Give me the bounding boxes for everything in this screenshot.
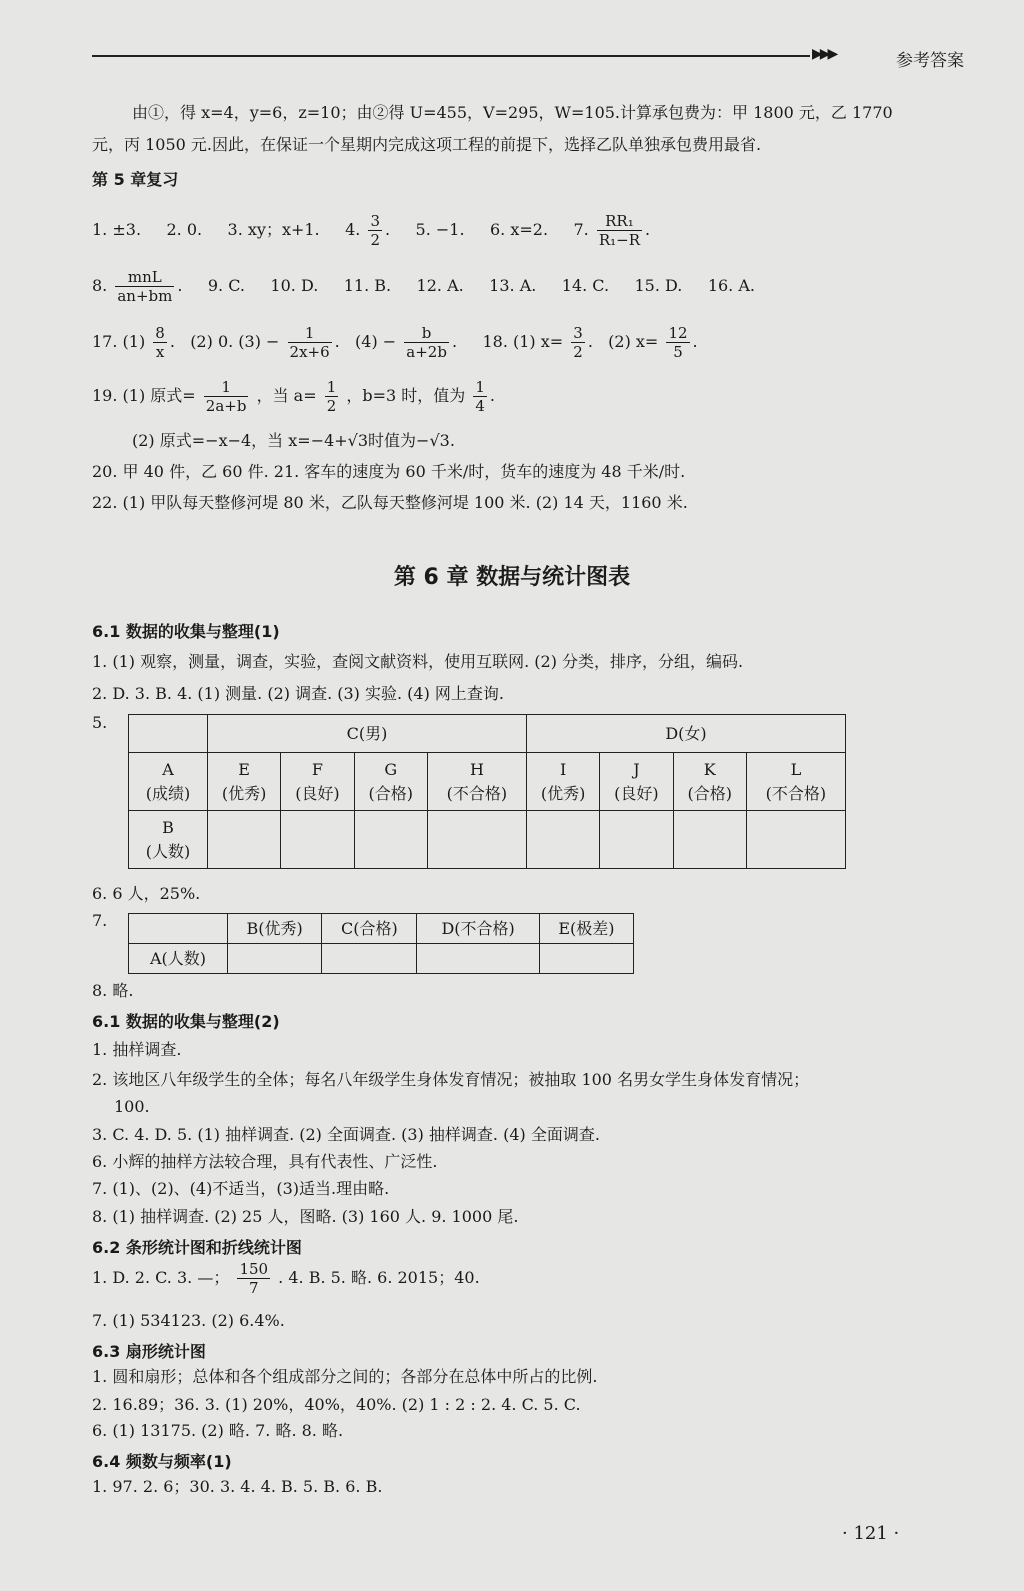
answer-line: (2) 原式=−x−4，当 x=−4+√3时值为−√3. (132, 431, 455, 450)
answer-line: 1. 抽样调查. (92, 1040, 182, 1059)
table-cell: E(极差) (539, 914, 633, 944)
answer-row: 19. (1) 原式= $\frac{1}{2a+b}$ ，当 a= $\frac{1}{2}$ ，b=3 时，值为 $\frac{1}{4}$ . (92, 378, 495, 415)
answer-line: 8. (1) 抽样调查. (2) 25 人，图略. (3) 160 人. 9. 1000 尾. (92, 1207, 519, 1226)
question-number: 5. (92, 713, 108, 732)
fraction: $\frac{3}{2}$ (573, 324, 583, 361)
answer-line: 1. (1) 观察，测量，调查，实验，查阅文献资料，使用互联网. (2) 分类，排序，分组，编码. (92, 652, 744, 671)
table-cell: H (不合格) (427, 753, 526, 811)
fraction: $\frac{1}{2a+b}$ (205, 378, 247, 415)
answer-line: 1. 97. 2. 6；30. 3. 4. 4. B. 5. B. 6. B. (92, 1477, 383, 1496)
table-header-c: C(男) (208, 715, 527, 753)
chapter-title: 第 6 章 数据与统计图表 (393, 565, 631, 590)
answer-line: 3. C. 4. D. 5. (1) 抽样调查. (2) 全面调查. (3) 抽样调查. (4) 全面调查. (92, 1125, 600, 1144)
table-cell: F (良好) (281, 753, 354, 811)
table-cell: B (人数) (129, 811, 208, 869)
answer-line: 由①，得 x=4，y=6，z=10；由②得 U=455，V=295，W=105.计算承包费为：甲 1800 元，乙 1770 (132, 103, 893, 122)
answer-line: 6. (1) 13175. (2) 略. 7. 略. 8. 略. (92, 1421, 344, 1440)
table-q7 (128, 913, 634, 974)
answer-row: 17. (1) $\frac{8}{x}$ . (2) 0. (3) − $\frac{1}{2x+6}$ . (4) − $\frac{b}{a+2b}$ . 18. (1) x= $\frac{3}{2}$ . (2) x= $\frac{12}{5}$ . (92, 324, 698, 361)
answer-line: 7. (1)、(2)、(4)不适当，(3)适当.理由略. (92, 1179, 390, 1198)
table-cell: A (成绩) (129, 753, 208, 811)
table-cell: G (合格) (354, 753, 427, 811)
fraction: $\frac{b}{a+2b}$ (406, 324, 447, 361)
answer-line: 2. 16.89；36. 3. (1) 20%，40%，40%. (2) 1 : 2 : 2. 4. C. 5. C. (92, 1395, 581, 1414)
section-title: 6.1 数据的收集与整理(2) (92, 1012, 280, 1031)
fraction: $\frac{8}{x}$ (155, 324, 165, 361)
answer-line: 6. 小辉的抽样方法较合理，具有代表性、广泛性. (92, 1152, 438, 1171)
header-title: 参考答案 (896, 51, 964, 71)
table-cell: J (良好) (600, 753, 673, 811)
table-cell: D(不合格) (417, 914, 539, 944)
fraction: $\frac{150}{7}$ (239, 1260, 269, 1297)
section-title: 第 5 章复习 (92, 170, 179, 189)
section-title: 6.4 频数与频率(1) (92, 1452, 232, 1471)
fraction: $\frac{\text{RR₁}}{\text{R₁−R}}$ (598, 212, 640, 249)
answer-row: 1. D. 2. C. 3. —； $\frac{150}{7}$ . 4. B. 5. 略. 6. 2015；40. (92, 1260, 480, 1297)
table-cell: I (优秀) (526, 753, 599, 811)
answer-line: 2. D. 3. B. 4. (1) 测量. (2) 调查. (3) 实验. (4) 网上查询. (92, 684, 505, 703)
table-cell: E (优秀) (208, 753, 281, 811)
answer-line: 元，丙 1050 元.因此，在保证一个星期内完成这项工程的前提下，选择乙队单独承包费用最省. (92, 135, 762, 154)
table-cell: L (不合格) (746, 753, 845, 811)
table-header-d: D(女) (526, 715, 845, 753)
answer-line: 22. (1) 甲队每天整修河堤 80 米，乙队每天整修河堤 100 米. (2) 14 天，1160 米. (92, 493, 688, 512)
question-number: 7. (92, 911, 108, 930)
section-title: 6.1 数据的收集与整理(1) (92, 622, 280, 641)
answer-line: 20. 甲 40 件，乙 60 件. 21. 客车的速度为 60 千米/时，货车的速度为 48 千米/时. (92, 462, 686, 481)
answer-row: 1. ±3. 2. 0. 3. xy；x+1. 4. $\frac{3}{2}$ . 5. −1. 6. x=2. 7. $\frac{\text{RR₁}}{\text{R₁−R}}$ . (92, 212, 651, 249)
fraction: $\frac{1}{4}$ (475, 378, 485, 415)
header-rule (92, 55, 810, 57)
fraction: $\frac{12}{5}$ (668, 324, 688, 361)
table-cell: A(人数) (129, 944, 228, 974)
header-arrows: ▶▶▶ (812, 46, 836, 62)
table-cell: K (合格) (673, 753, 746, 811)
section-title: 6.2 条形统计图和折线统计图 (92, 1238, 302, 1257)
answer-line: 7. (1) 534123. (2) 6.4%. (92, 1311, 285, 1330)
table-q5 (128, 714, 846, 869)
page-number: · 121 · (842, 1523, 900, 1544)
table-cell: C(合格) (322, 914, 417, 944)
answer-line: 8. 略. (92, 981, 134, 1000)
fraction: $\frac{\text{mnL}}{an+bm}$ (117, 268, 173, 305)
fraction: $\frac{1}{2x+6}$ (289, 324, 330, 361)
fraction: $\frac{3}{2}$ (370, 212, 380, 249)
answer-row: 8. $\frac{\text{mnL}}{an+bm}$ . 9. C. 10. D. 11. B. 12. A. 13. A. 14. C. 15. D. 16. A. (92, 268, 755, 305)
answer-line: 2. 该地区八年级学生的全体；每名八年级学生身体发育情况；被抽取 100 名男女学生身体发育情况； (92, 1070, 810, 1089)
table-cell: B(优秀) (228, 914, 322, 944)
answer-line: 1. 圆和扇形；总体和各个组成部分之间的；各部分在总体中所占的比例. (92, 1367, 598, 1386)
answer-line: 100. (114, 1097, 150, 1116)
fraction: $\frac{1}{2}$ (326, 378, 337, 415)
answer-line: 6. 6 人，25%. (92, 884, 201, 903)
section-title: 6.3 扇形统计图 (92, 1342, 206, 1361)
